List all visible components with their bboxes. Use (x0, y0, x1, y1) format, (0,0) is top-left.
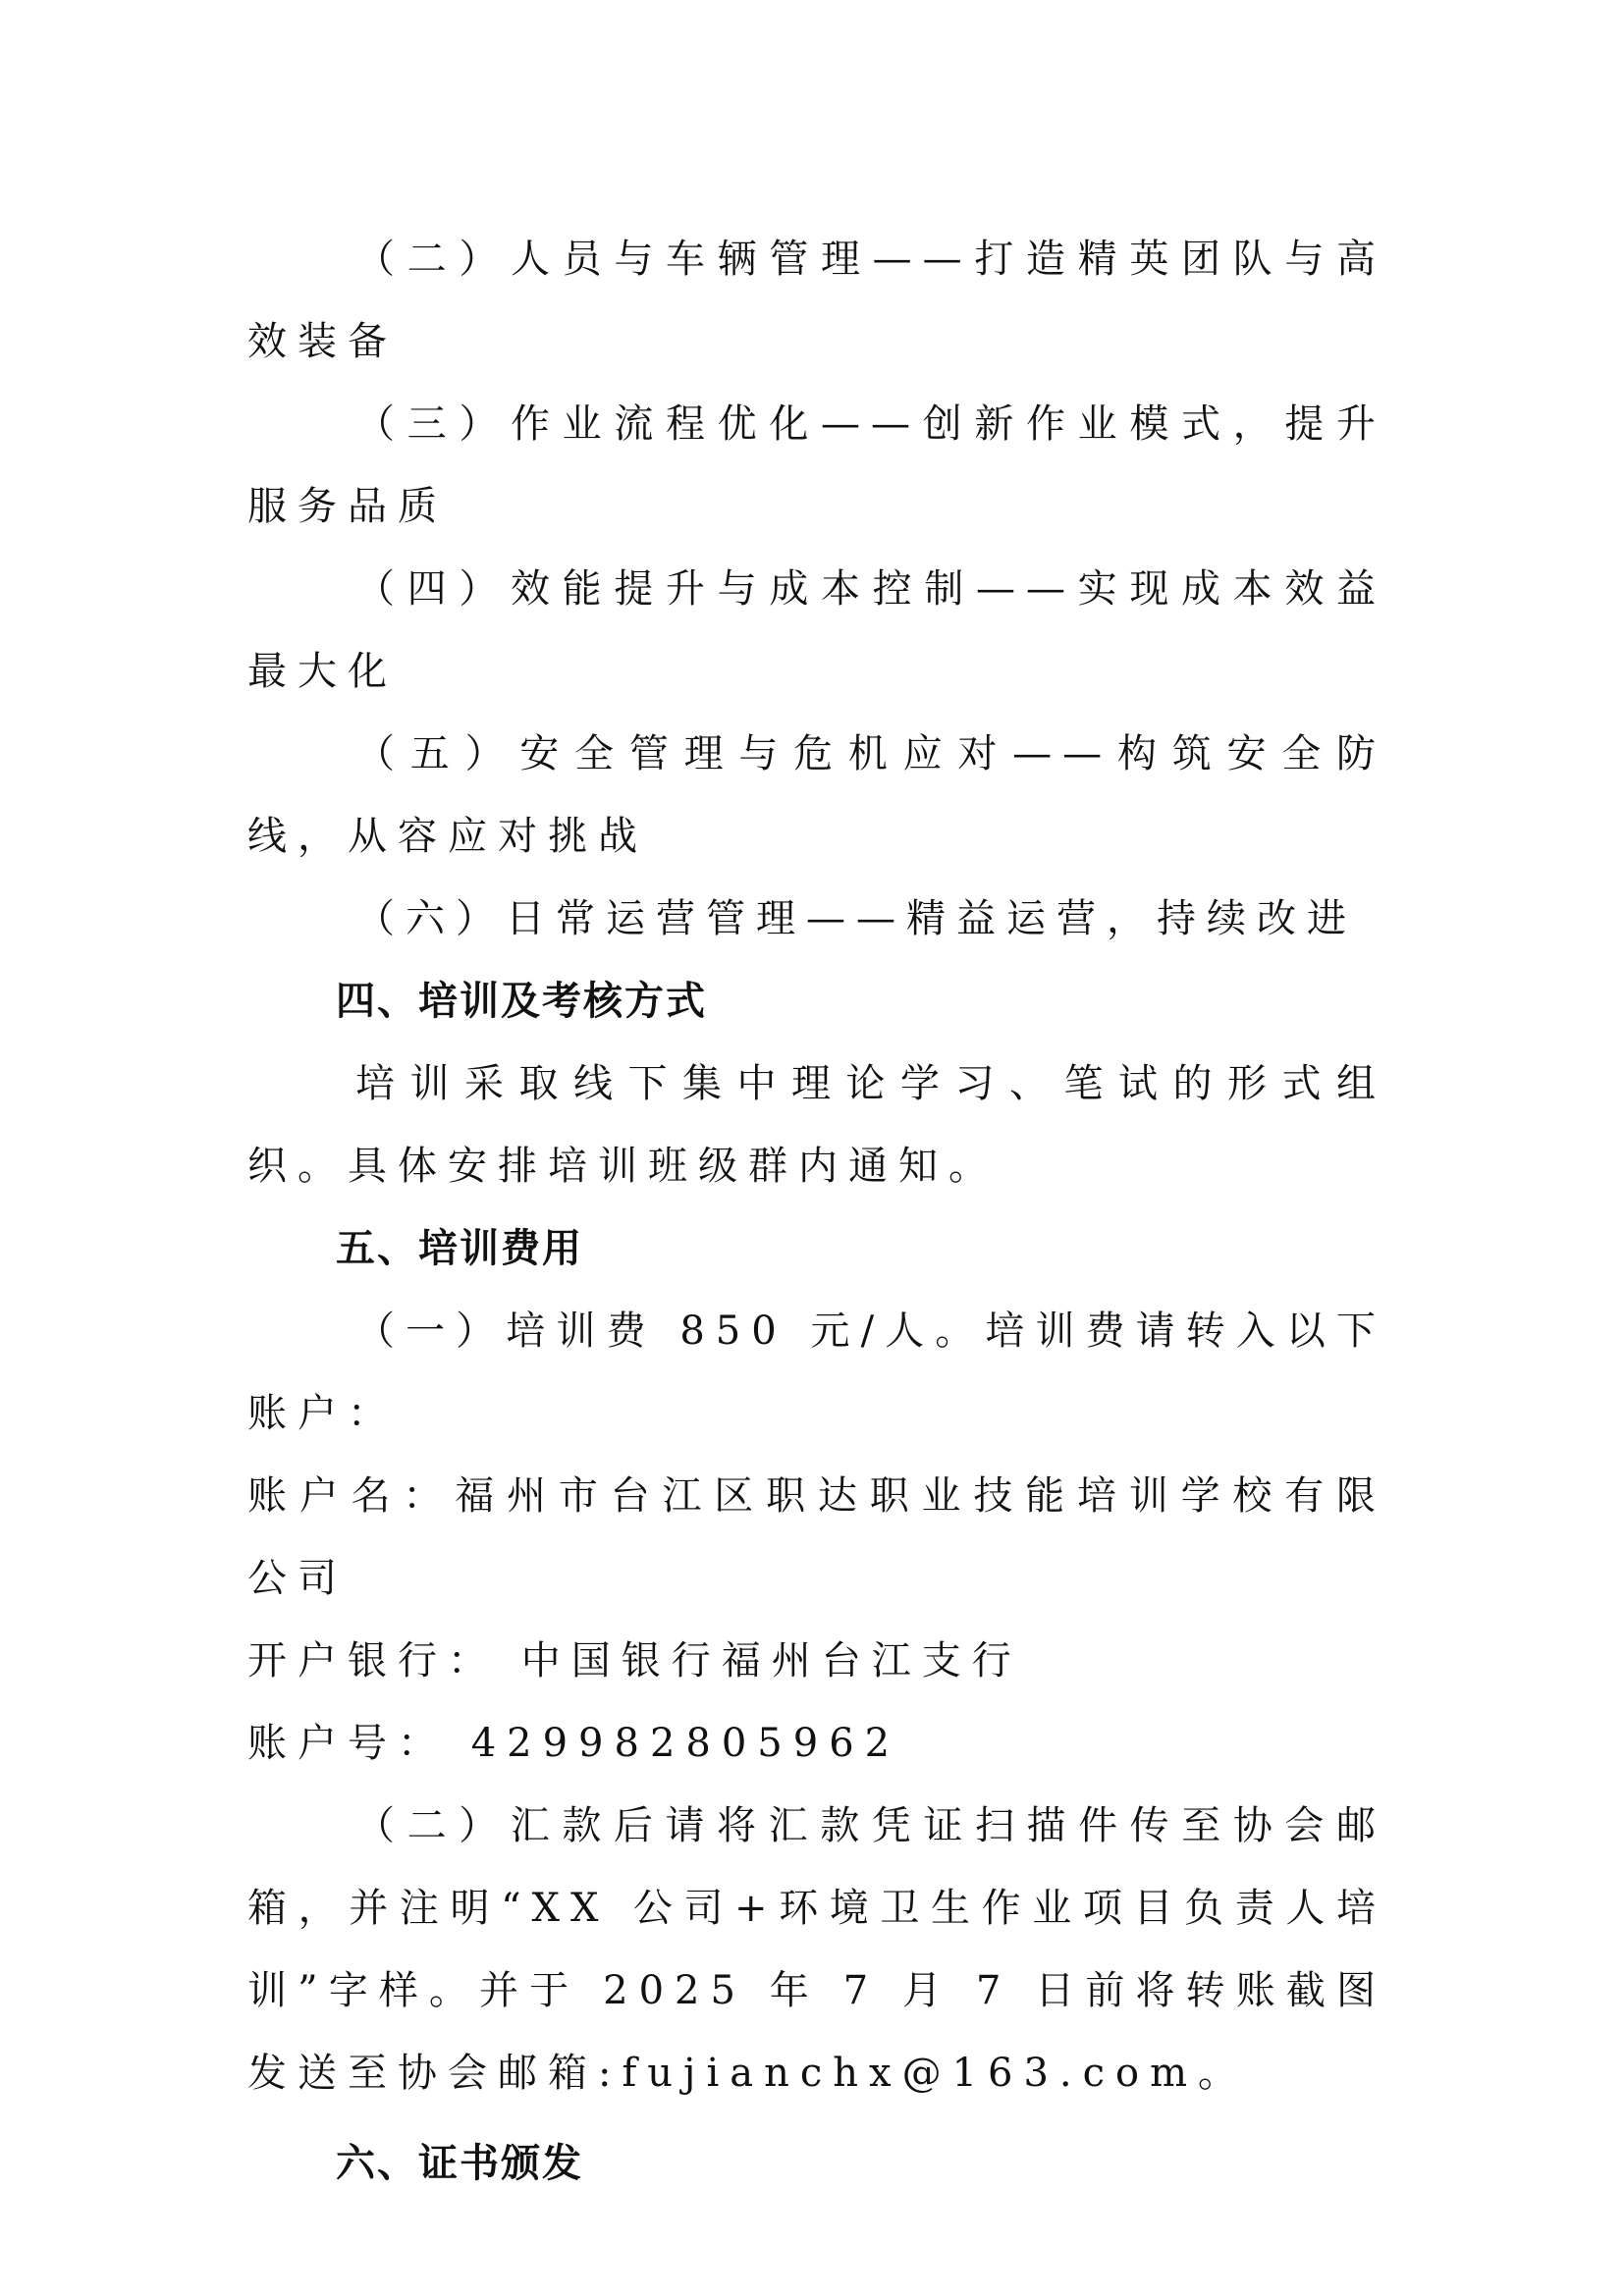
bank-name: 开户银行： 中国银行福州台江支行 (247, 1638, 1022, 1683)
training-heading: 四、培训及考核方式 (336, 979, 707, 1024)
training-body: 培训采取线下集中理论学习、笔试的形式组织。具体安排培训班级群内通知。 (247, 1061, 1386, 1189)
account-number: 账户号： 429982805962 (247, 1721, 901, 1766)
certificate-heading: 六、证书颁发 (336, 2141, 583, 2186)
section-item-6: （六）日常运营管理——精益运营，持续改进 (355, 896, 1357, 941)
fees-heading: 五、培训费用 (336, 1226, 583, 1271)
fee-line: （一）培训费 850 元/人。培训费请转入以下账户： (247, 1308, 1386, 1436)
remittance-note: （二）汇款后请将汇款凭证扫描件传至协会邮箱，并注明“XX 公司+环境卫生作业项目负责人培训”字样。并于 2025 年 7 月 7 日前将转账截图发送至协会邮箱:fujianchx@163.com。 (247, 1803, 1386, 2096)
document-body (247, 218, 1386, 2205)
section-item-3: （三）作业流程优化——创新作业模式，提升服务品质 (247, 401, 1386, 529)
account-name: 账户名：福州市台江区职达职业技能培训学校有限公司 (247, 1473, 1386, 1601)
section-item-2: （二）人员与车辆管理——打造精英团队与高效装备 (247, 237, 1386, 364)
section-item-5: （五）安全管理与危机应对——构筑安全防线，从容应对挑战 (247, 731, 1386, 859)
section-item-4: （四）效能提升与成本控制——实现成本效益最大化 (247, 566, 1386, 694)
